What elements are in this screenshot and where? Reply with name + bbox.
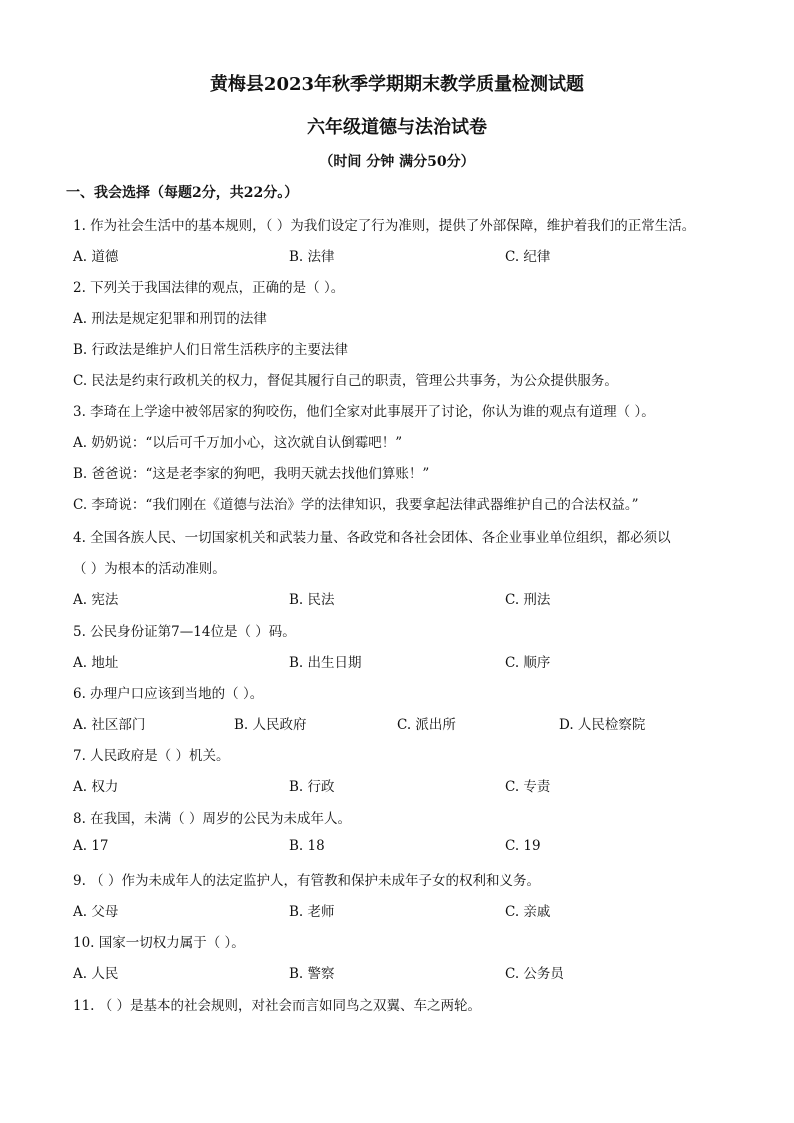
exam-title: 黄梅县2023年秋季学期期末教学质量检测试题 [209, 74, 585, 95]
q6-option-a: A. 社区部门 [73, 717, 146, 733]
question-1: 1. 作为社会生活中的基本规则，（ ）为我们设定了行为准则，提供了外部保障，维护着我们的正常生活。 [73, 218, 696, 234]
q8-option-c: C. 19 [505, 838, 541, 854]
q6-option-b: B. 人民政府 [234, 717, 307, 733]
q5-option-b: B. 出生日期 [289, 655, 362, 671]
q2-option-a: A. 刑法是规定犯罪和刑罚的法律 [73, 311, 267, 327]
question-7: 7. 人民政府是（ ）机关。 [73, 748, 230, 764]
q3-option-b: B. 爸爸说：“这是老李家的狗吧，我明天就去找他们算账！” [73, 466, 430, 482]
q8-option-a: A. 17 [73, 838, 109, 854]
section-heading: 一、我会选择（每题2分，共22分。） [66, 185, 299, 201]
question-9: 9. （ ）作为未成年人的法定监护人，有管教和保护未成年子女的权利和义务。 [73, 873, 540, 889]
q4-option-c: C. 刑法 [505, 592, 551, 608]
q1-option-c: C. 纪律 [505, 249, 551, 265]
q5-option-a: A. 地址 [73, 655, 119, 671]
q7-option-b: B. 行政 [289, 779, 335, 795]
q7-option-c: C. 专责 [505, 779, 551, 795]
q7-option-a: A. 权力 [73, 779, 119, 795]
question-11: 11. （ ）是基本的社会规则，对社会而言如同鸟之双翼、车之两轮。 [73, 998, 482, 1014]
q2-option-b: B. 行政法是维护人们日常生活秩序的主要法律 [73, 342, 349, 358]
q6-option-c: C. 派出所 [397, 717, 456, 733]
q6-option-d: D. 人民检察院 [559, 717, 646, 733]
question-6: 6. 办理户口应该到当地的（ ）。 [73, 686, 264, 702]
exam-time-score: （时间 分钟 满分50分） [319, 154, 475, 170]
q2-option-c: C. 民法是约束行政机关的权力，督促其履行自己的职责，管理公共事务，为公众提供服务。 [73, 373, 618, 389]
exam-subtitle: 六年级道德与法治试卷 [307, 117, 487, 138]
question-3: 3. 李琦在上学途中被邻居家的狗咬伤，他们全家对此事展开了讨论，你认为谁的观点有道理（ ）。 [73, 404, 655, 420]
q4-option-b: B. 民法 [289, 592, 335, 608]
q4-option-a: A. 宪法 [73, 592, 119, 608]
question-8: 8. 在我国，未满（ ）周岁的公民为未成年人。 [73, 811, 351, 827]
question-2: 2. 下列关于我国法律的观点，正确的是（ ）。 [73, 280, 345, 296]
q5-option-c: C. 顺序 [505, 655, 551, 671]
question-5: 5. 公民身份证第7—14位是（ ）码。 [73, 624, 296, 640]
q3-option-a: A. 奶奶说：“以后可千万加小心，这次就自认倒霉吧！” [73, 435, 403, 451]
question-10: 10. 国家一切权力属于（ ）。 [73, 935, 245, 951]
q1-option-a: A. 道德 [73, 249, 119, 265]
q9-option-a: A. 父母 [73, 904, 119, 920]
q1-option-b: B. 法律 [289, 249, 335, 265]
question-4-cont: （ ）为根本的活动准则。 [73, 561, 226, 577]
q9-option-b: B. 老师 [289, 904, 335, 920]
question-4: 4. 全国各族人民、一切国家机关和武装力量、各政党和各社会团体、各企业事业单位组织，都必须以 [73, 530, 671, 546]
q10-option-a: A. 人民 [73, 966, 119, 982]
q10-option-c: C. 公务员 [505, 966, 564, 982]
q3-option-c: C. 李琦说：“我们刚在《道德与法治》学的法律知识，我要拿起法律武器维护自己的合法权益。” [73, 497, 639, 513]
q8-option-b: B. 18 [289, 838, 325, 854]
q9-option-c: C. 亲戚 [505, 904, 551, 920]
q10-option-b: B. 警察 [289, 966, 335, 982]
